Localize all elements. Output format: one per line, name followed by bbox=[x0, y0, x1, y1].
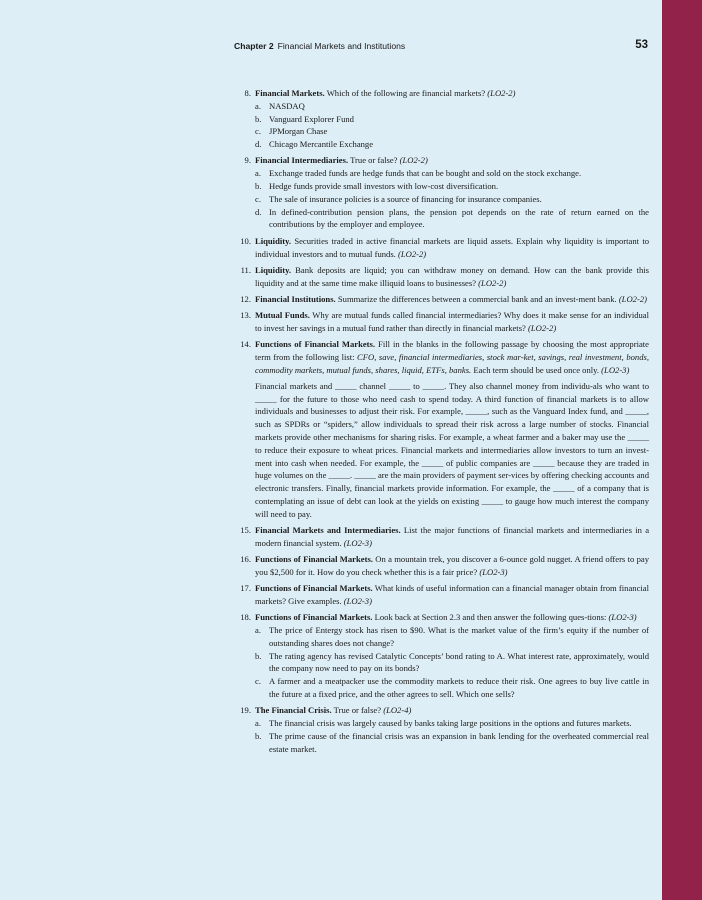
question-text bbox=[255, 524, 649, 550]
sub-question-list bbox=[255, 624, 649, 701]
sub-question bbox=[255, 675, 649, 701]
sub-question-letter: a. bbox=[255, 625, 261, 636]
sub-question-letter: c. bbox=[255, 193, 261, 204]
sub-question-letter: c. bbox=[255, 126, 261, 137]
question-item bbox=[233, 704, 649, 755]
question-body: True or false? bbox=[331, 705, 384, 716]
learning-objective-ref: (LO2-2) bbox=[399, 155, 428, 166]
learning-objective-ref: (LO2-2) bbox=[487, 88, 516, 98]
sub-question-text: Hedge funds provide small investors with low-cost diversification. bbox=[269, 181, 499, 192]
question-item bbox=[233, 611, 649, 701]
sub-question-letter: b. bbox=[255, 730, 262, 741]
question-title: Financial Institutions. bbox=[255, 293, 336, 304]
sub-question bbox=[255, 113, 649, 126]
question-number: 10. bbox=[240, 235, 251, 246]
chapter-label: Chapter 2 bbox=[234, 41, 274, 51]
chapter-heading bbox=[234, 41, 405, 51]
question-body: List the major functions of financial markets and intermediaries in a modern financial system. bbox=[255, 525, 650, 548]
question-body: Fill in the blanks in the following passage by choosing the most appropriate term from the following list: bbox=[255, 339, 649, 363]
question-title: Functions of Financial Markets. bbox=[255, 554, 373, 565]
sub-question bbox=[255, 167, 649, 180]
question-body: True or false? bbox=[348, 155, 400, 166]
question-item bbox=[233, 293, 649, 306]
learning-objective-ref: (LO2-3) bbox=[601, 364, 630, 375]
sub-question-text: The financial crisis was largely caused by banks taking large positions in the options and futures markets. bbox=[269, 718, 632, 729]
sub-question-text: The rating agency has revised Catalytic Concepts’ bond rating to A. What interest rate, approximately, would the company now need to pay on its bonds? bbox=[269, 650, 649, 674]
sub-question-letter: d. bbox=[255, 206, 262, 217]
question-title: Functions of Financial Markets. bbox=[255, 339, 376, 350]
sub-question bbox=[255, 100, 649, 113]
sub-question-text: The prime cause of the financial crisis was an expansion in bank lending for the overheated commercial real estate market. bbox=[269, 730, 649, 754]
question-number: 18. bbox=[240, 612, 251, 623]
question-item bbox=[233, 524, 649, 550]
question-body: Securities traded in active financial markets are liquid assets. Explain why liquidity is important to individual investors and to mutual funds. bbox=[255, 235, 649, 259]
question-number: 17. bbox=[240, 583, 251, 594]
sub-question bbox=[255, 180, 649, 193]
learning-objective-ref: (LO2-2) bbox=[478, 277, 507, 288]
question-number: 8. bbox=[244, 88, 251, 98]
question-text bbox=[255, 264, 649, 290]
question-title: Mutual Funds. bbox=[255, 310, 310, 321]
question-body: Summarize the differences between a commercial bank and an invest-ment bank. bbox=[335, 293, 619, 304]
learning-objective-ref: (LO2-2) bbox=[618, 293, 647, 304]
question-title: Financial Markets. bbox=[255, 88, 325, 98]
fill-in-passage: Financial markets and _____ channel _____ to _____. They also channel money from individu-als who want to _____ for the future to those who need cash to spend today. A third function of financial markets is to allow individuals and businesses to adjust their risk. For example, _____, such as the Vanguard Index fund, and _____, such as SPDRs or “spiders,” allow individuals to spread their risk across a large number of stocks. Financial markets provide other mechanisms for sharing risks. For example, a wheat farmer and a baker may use the _____ to reduce their exposure to wheat prices. Financial markets and intermediaries allow investors to turn an invest-ment into cash when needed. For example, the _____ of public companies are _____ because they are traded in huge volumes on the _____. _____ are the main providers of payment ser-vices by offering checking accounts and electronic transfers. Finally, financial markets provide information. For example, the _____ of a company that is contemplating an issue of debt can look at the yields on existing _____ to gauge how much interest the company will need to pay. bbox=[255, 380, 649, 519]
sub-question-text: Exchange traded funds are hedge funds that can be bought and sold on the stock exchange. bbox=[269, 168, 582, 179]
question-title: Financial Markets and Intermediaries. bbox=[255, 525, 401, 535]
page-number: 53 bbox=[635, 39, 648, 51]
sub-question bbox=[255, 138, 649, 151]
question-body: Which of the following are financial markets? bbox=[324, 88, 488, 98]
sub-question-letter: b. bbox=[255, 181, 262, 192]
chapter-title: Financial Markets and Institutions bbox=[277, 41, 406, 51]
learning-objective-ref: (LO2-3) bbox=[479, 566, 508, 577]
sub-question-letter: d. bbox=[255, 139, 262, 150]
question-text bbox=[255, 309, 649, 335]
question-title: The Financial Crisis. bbox=[255, 705, 332, 716]
question-number: 16. bbox=[240, 554, 251, 565]
question-item bbox=[233, 264, 649, 290]
question-text bbox=[255, 704, 649, 717]
sub-question bbox=[255, 193, 649, 206]
sub-question-list bbox=[255, 167, 649, 231]
question-item bbox=[233, 309, 649, 335]
sub-question-text: Chicago Mercantile Exchange bbox=[269, 139, 374, 150]
question-body-continued: Each term should be used once only. bbox=[471, 364, 602, 375]
question-title: Liquidity. bbox=[255, 264, 292, 275]
question-text bbox=[255, 154, 649, 167]
learning-objective-ref: (LO2-2) bbox=[397, 248, 427, 259]
sub-question-list bbox=[255, 100, 649, 151]
sub-question-letter: b. bbox=[255, 650, 262, 661]
question-body: Look back at Section 2.3 and then answer the following ques-tions: bbox=[372, 612, 609, 623]
question-item bbox=[233, 87, 649, 151]
question-number: 15. bbox=[240, 525, 251, 535]
question-item bbox=[233, 338, 649, 520]
question-body: What kinds of useful information can a financial manager obtain from financial markets? Give examples. bbox=[255, 583, 649, 606]
sidebar-color-band bbox=[662, 0, 702, 900]
sub-question bbox=[255, 125, 649, 138]
question-text bbox=[255, 553, 649, 579]
question-text bbox=[255, 611, 649, 624]
question-text bbox=[255, 293, 649, 306]
sub-question-letter: a. bbox=[255, 100, 261, 111]
sub-question-letter: c. bbox=[255, 676, 261, 687]
sub-question bbox=[255, 206, 649, 232]
sub-question-text: The price of Entergy stock has risen to $90. What is the market value of the firm’s equity if the number of outstanding shares does not change? bbox=[269, 625, 649, 648]
sub-question-text: A farmer and a meatpacker use the commodity markets to reduce their risk. One agrees to buy live cattle in the future at a fixed price, and the other agrees to sell. Which one sells? bbox=[269, 676, 649, 700]
question-number: 14. bbox=[240, 339, 251, 350]
question-number: 19. bbox=[240, 705, 251, 716]
sub-question-text: The sale of insurance policies is a source of financing for insurance companies. bbox=[269, 193, 542, 204]
sub-question bbox=[255, 624, 649, 650]
question-number: 12. bbox=[240, 293, 251, 304]
question-title: Liquidity. bbox=[255, 235, 292, 246]
question-number: 9. bbox=[244, 155, 251, 166]
question-text bbox=[255, 235, 649, 261]
question-number: 11. bbox=[240, 264, 251, 275]
sub-question-text: NASDAQ bbox=[269, 100, 305, 111]
sub-question bbox=[255, 650, 649, 676]
learning-objective-ref: (LO2-3) bbox=[608, 612, 637, 623]
question-text bbox=[255, 582, 649, 608]
sub-question-text: In defined-contribution pension plans, the pension pot depends on the rate of return earned on the contributions by the employer and employee. bbox=[269, 206, 649, 230]
question-title: Financial Intermediaries. bbox=[255, 155, 349, 166]
sub-question bbox=[255, 730, 649, 756]
question-number: 13. bbox=[240, 310, 251, 321]
sub-question-list bbox=[255, 717, 649, 755]
sub-question-text: Vanguard Explorer Fund bbox=[269, 113, 354, 124]
question-body: Why are mutual funds called financial intermediaries? Why does it make sense for an individual to invest her savings in a mutual fund rather than directly in financial markets? bbox=[255, 310, 649, 334]
learning-objective-ref: (LO2-3) bbox=[343, 537, 372, 548]
question-text bbox=[255, 338, 649, 376]
question-item bbox=[233, 553, 649, 579]
question-title: Functions of Financial Markets. bbox=[255, 612, 373, 623]
question-body: Bank deposits are liquid; you can withdraw money on demand. How can the bank provide this liquidity and at the same time make illiquid loans to businesses? bbox=[255, 264, 649, 288]
question-item bbox=[233, 154, 649, 231]
running-header bbox=[234, 40, 648, 54]
question-text bbox=[255, 87, 649, 100]
sub-question-letter: a. bbox=[255, 168, 261, 179]
question-item bbox=[233, 582, 649, 608]
question-item bbox=[233, 235, 649, 261]
question-title: Functions of Financial Markets. bbox=[255, 583, 373, 594]
question-list bbox=[233, 87, 649, 759]
sub-question-letter: a. bbox=[255, 718, 261, 729]
term-list: CFO, save, financial intermediaries, stock mar-ket, savings, real investment, bonds, commodity markets, mutual funds, shares, liquid, ETFs, banks. bbox=[255, 352, 649, 375]
learning-objective-ref: (LO2-4) bbox=[383, 705, 412, 716]
sub-question bbox=[255, 717, 649, 730]
sub-question-letter: b. bbox=[255, 113, 262, 124]
question-body: On a mountain trek, you discover a 6-ounce gold nugget. A friend offers to pay you $2,500 for it. How do you check whether this is a fair price? bbox=[255, 554, 649, 577]
learning-objective-ref: (LO2-3) bbox=[343, 595, 372, 606]
learning-objective-ref: (LO2-2) bbox=[528, 323, 557, 334]
sub-question-text: JPMorgan Chase bbox=[269, 126, 328, 137]
